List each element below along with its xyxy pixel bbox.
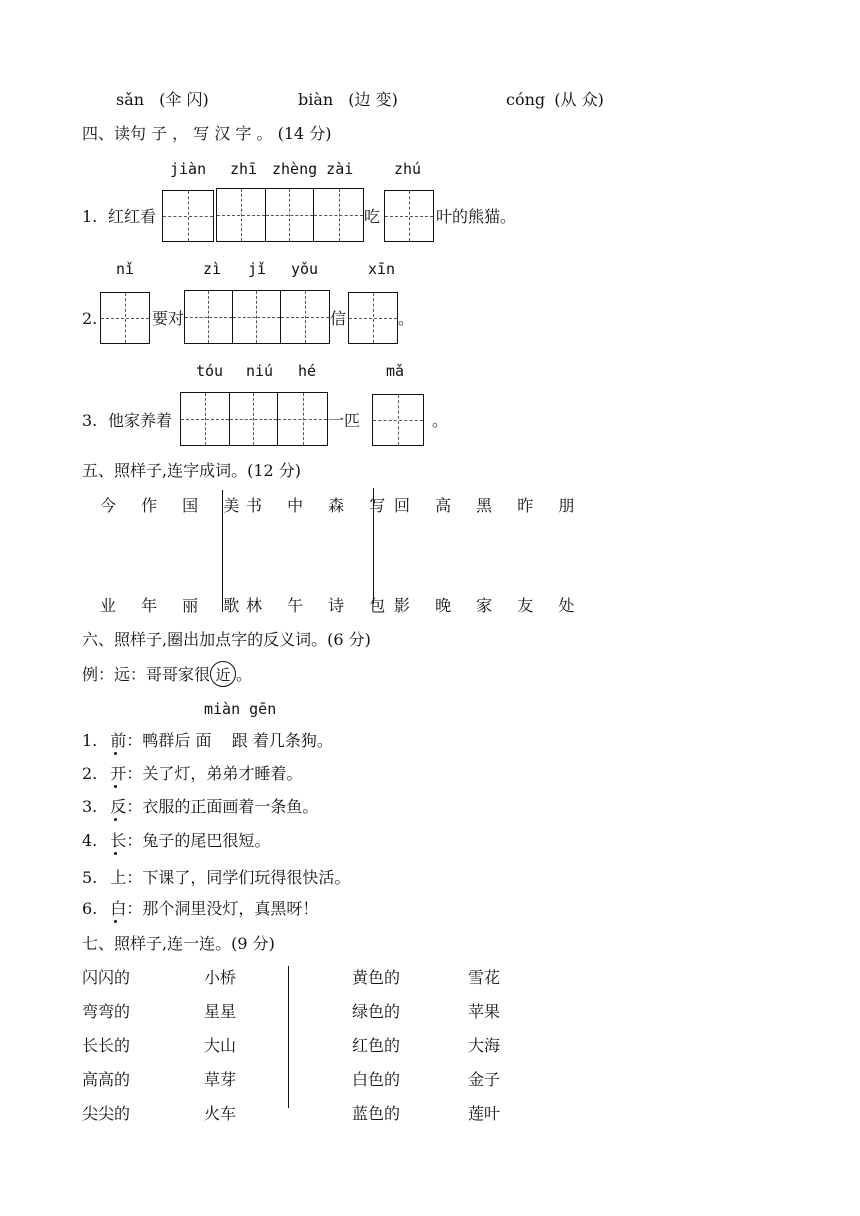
s7-right-col1-2: 绿色的 — [352, 1002, 401, 1021]
q1-box-3[interactable] — [384, 190, 434, 242]
group3-top: 回 高 黑 昨 朋 — [394, 496, 585, 515]
s7-right-col2-4: 金子 — [468, 1070, 501, 1089]
q2-box-3[interactable] — [348, 292, 398, 344]
item-number: 6. — [82, 899, 98, 918]
emphasis-dot — [114, 920, 117, 923]
s7-right-col2-1: 雪花 — [468, 968, 501, 987]
char-pair: (伞 闪) — [159, 90, 209, 109]
q2-pinyin-2: zì — [203, 260, 222, 278]
divider-line — [373, 488, 374, 604]
emphasis-dot — [114, 785, 117, 788]
antonym-item-2 — [82, 764, 302, 784]
q3-text-mid: 一匹 — [328, 411, 361, 430]
item-number: 5. — [82, 868, 98, 887]
q2-pinyin-4: yǒu — [291, 260, 319, 278]
q2-box-2[interactable] — [184, 290, 330, 344]
emphasis-dot — [114, 752, 117, 755]
s7-right-col2-2: 苹果 — [468, 1002, 501, 1021]
top-row-item-1 — [116, 90, 209, 110]
char-pair: (边 变) — [348, 90, 398, 109]
emphasis-dot — [114, 818, 117, 821]
q3-box-2[interactable] — [372, 394, 424, 446]
section6-heading: 六、照样子,圈出加点字的反义词。(6 分) — [82, 630, 371, 649]
s7-right-col1-1: 黄色的 — [352, 968, 401, 987]
emphasis-dot — [114, 852, 117, 855]
top-row-item-2 — [298, 90, 398, 110]
top-row-item-3 — [506, 90, 604, 110]
s7-left-col1-2: 弯弯的 — [82, 1002, 131, 1021]
example-end: 。 — [236, 665, 253, 684]
dotted-char: 白 — [110, 899, 127, 918]
q1-pinyin-1: jiàn — [170, 160, 207, 178]
q1-pinyin-4: zhú — [394, 160, 422, 178]
group2-top: 书 中 森 写 — [246, 496, 396, 515]
section7-heading: 七、照样子,连一连。(9 分) — [82, 934, 275, 953]
q2-box-1[interactable] — [100, 292, 150, 344]
s7-left-col1-5: 尖尖的 — [82, 1104, 131, 1123]
q1-text-post: 叶的熊猫。 — [436, 207, 517, 226]
antonym-item-5 — [82, 868, 350, 888]
s7-right-col2-5: 莲叶 — [468, 1104, 501, 1123]
char-pair: (从 众) — [554, 90, 604, 109]
dotted-char: 长 — [110, 831, 127, 850]
pinyin: sǎn — [116, 90, 145, 109]
q3-box-1[interactable] — [180, 392, 328, 446]
item-text: ：兔子的尾巴很短。 — [126, 831, 271, 850]
s7-left-col2-3: 大山 — [204, 1036, 237, 1055]
antonym-item-3 — [82, 797, 318, 817]
group3-bottom: 影 晚 家 友 处 — [394, 596, 585, 615]
s7-left-col2-2: 星星 — [204, 1002, 237, 1021]
q3-pinyin-1: tóu — [196, 362, 224, 380]
item-number: 3. — [82, 797, 98, 816]
divider-line — [222, 490, 223, 612]
q2-pinyin-3: jǐ — [248, 260, 267, 278]
item-number: 1. — [82, 731, 98, 750]
dotted-char: 前 — [110, 731, 127, 750]
group2-bottom: 林 午 诗 包 — [246, 596, 396, 615]
item-text: ：下课了，同学们玩得很快活。 — [126, 868, 351, 887]
s7-right-col1-5: 蓝色的 — [352, 1104, 401, 1123]
circled-answer: 近 — [210, 661, 236, 687]
q1-pinyin-2: zhī — [230, 160, 258, 178]
q2-pinyin-5: xīn — [368, 260, 396, 278]
item-number: 4. — [82, 831, 98, 850]
dotted-char: 开 — [110, 764, 127, 783]
s7-left-col2-1: 小桥 — [204, 968, 237, 987]
q2-text-mid2: 信 — [330, 309, 347, 328]
item-text: ：关了灯，弟弟才睡着。 — [126, 764, 303, 783]
q2-text-post: 。 — [398, 309, 415, 328]
s7-left-col1-4: 高高的 — [82, 1070, 131, 1089]
q3-number: 3. — [82, 411, 98, 430]
q2-pinyin-1: nǐ — [116, 260, 135, 278]
s7-left-col1-3: 长长的 — [82, 1036, 131, 1055]
q2-number: 2. — [82, 309, 98, 328]
item-number: 2. — [82, 764, 98, 783]
s7-right-col1-4: 白色的 — [352, 1070, 401, 1089]
q3-pinyin-2: niú — [246, 362, 274, 380]
pinyin: cóng — [506, 90, 546, 109]
s7-right-col2-3: 大海 — [468, 1036, 501, 1055]
q1-text-pre: 红红看 — [108, 207, 157, 226]
q3-pinyin-4: mǎ — [386, 362, 405, 380]
antonym-item-6 — [82, 899, 318, 919]
q2-text-mid1: 要对 — [152, 309, 185, 328]
antonym-item-4 — [82, 831, 270, 851]
item-text: ：衣服的正面画着一条鱼。 — [126, 797, 319, 816]
s7-left-col1-1: 闪闪的 — [82, 968, 131, 987]
group1-top: 今 作 国 美 — [100, 496, 250, 515]
q1-box-1[interactable] — [162, 190, 214, 242]
q1-pinyin-3: zhèng zài — [272, 160, 354, 178]
item-text: ：那个洞里没灯，真黑呀！ — [126, 899, 319, 918]
antonym-item-1 — [82, 731, 333, 751]
q1-text-mid: 吃 — [364, 207, 381, 226]
item-text: ：鸭群后 面 跟 着几条狗。 — [126, 731, 333, 750]
section5-heading: 五、照样子,连字成词。(12 分) — [82, 461, 302, 480]
pinyin-note: miàn gēn — [204, 700, 277, 718]
s7-left-col2-5: 火车 — [204, 1104, 237, 1123]
q1-box-2[interactable] — [216, 188, 364, 242]
q3-text-pre: 他家养着 — [108, 411, 173, 430]
pinyin: biàn — [298, 90, 334, 109]
divider-line — [288, 966, 289, 1108]
dotted-char: 反 — [110, 797, 127, 816]
s7-left-col2-4: 草芽 — [204, 1070, 237, 1089]
q1-number: 1. — [82, 207, 98, 226]
example-line — [82, 661, 252, 688]
example-text: 例：远：哥哥家很 — [82, 665, 211, 684]
section4-heading: 四、读句 子 ， 写 汉 字 。 (14 分) — [82, 124, 332, 143]
plain-char: 上 — [110, 868, 127, 887]
q3-pinyin-3: hé — [298, 362, 317, 380]
s7-right-col1-3: 红色的 — [352, 1036, 401, 1055]
group1-bottom: 业 年 丽 歌 — [100, 596, 250, 615]
q3-text-post: 。 — [432, 411, 449, 430]
